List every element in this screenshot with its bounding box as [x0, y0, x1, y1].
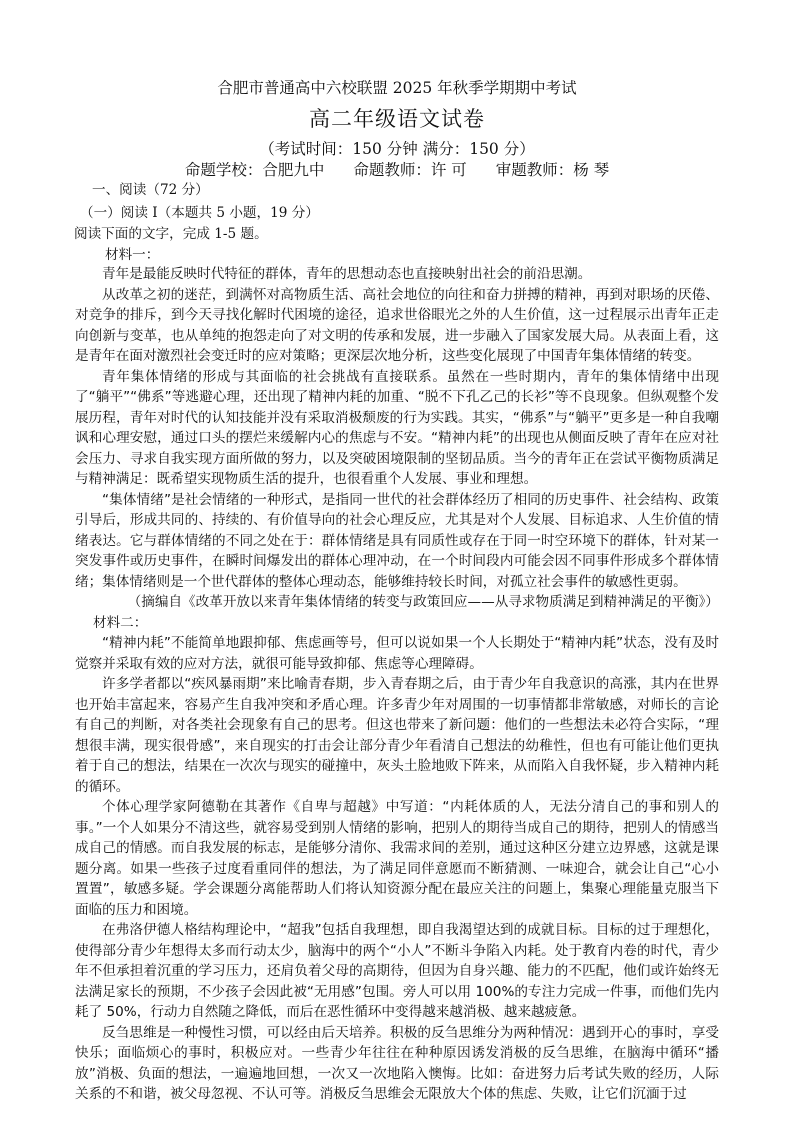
material-2-paragraph: 在弗洛伊德人格结构理论中，“超我”包括自我理想，即自我渴望达到的成就目标。目标的过于理想化，使得部分青少年想得太多而行动太少，脑海中的两个“小人”不断斗争陷入内耗。处于教育内卷的时代，青少年不但承担着沉重的学习压力，还肩负着父母的高期待，但因为自身兴趣、能力的不匹配，他们或许始终无法满足家长的预期，不少孩子会因此被“无用感”包围。旁人可以用 100%的专注力完成一件事，而他们先内耗了 50%，行动力自然随之降低，而后在恶性循环中变得越来越消极、越来越疲惫。: [75, 922, 719, 1020]
exam-title: 合肥市普通高中六校联盟 2025 年秋季学期期中考试: [217, 79, 577, 97]
subsection-heading-reading-1: （一）阅读 I（本题共 5 小题，19 分）: [80, 205, 319, 221]
exam-time-score: （考试时间：150 分钟 满分：150 分）: [259, 140, 535, 158]
section-heading-reading: 一、阅读（72 分）: [92, 182, 209, 198]
material-2-paragraph: 反刍思维是一种慢性习惯，可以经由后天培养。积极的反刍思维分为两种情况：遇到开心的事时，享受快乐；面临烦心的事时，积极应对。一些青少年往往在种种原因诱发消极的反刍思维，在脑海中循环“播放”消极、负面的想法，一遍遍地回想，一次又一次地陷入懊悔。比如：奋进努力后考试失败的经历，人际关系的不和谐，被父母忽视、不认可等。消极反刍思维会无限放大个体的焦虑、失败，让它们沉湎于过: [75, 1024, 719, 1102]
exam-authors: [0, 158, 794, 180]
material-2-heading: 材料二：: [93, 614, 148, 631]
material-1-heading: 材料一：: [105, 247, 160, 263]
setter-school: 命题学校：合肥九中: [184, 161, 325, 179]
material-1-citation: （摘编自《改革开放以来青年集体情绪的转变与政策回应——从寻求物质满足到精神满足的平衡》）: [127, 594, 719, 610]
setter-teacher: 命题教师：许 可: [353, 161, 467, 179]
material-1-paragraph: 青年是最能反映时代特征的群体，青年的思想动态也直接映射出社会的前沿思潮。: [102, 266, 592, 282]
reading-passage: [75, 264, 719, 1105]
material-2-paragraph: 个体心理学家阿德勒在其著作《自卑与超越》中写道：“内耗体质的人，无法分清自己的事和别人的事。”一个人如果分不清这些，就容易受到别人情绪的影响，把别人的期待当成自己的期待，把别人的情感当成自己的情感。而自我发展的标志，是能够分清你、我需求间的差别，通过这种区分建立边界感，这就是课题分离。如果一些孩子过度看重同伴的想法，为了满足同伴意愿而不断猜测、一味迎合，就会让自己“心小置置”，敏感多疑。学会课题分离能帮助人们将认知资源分配在最应关注的问题上，集聚心理能量克服当下面临的压力和困境。: [75, 799, 719, 918]
paper-title: 高二年级语文试卷: [309, 107, 485, 131]
reviewer-teacher: 审题教师：杨 琴: [495, 161, 610, 179]
reading-instruction: 阅读下面的文字，完成 1-5 题。: [74, 226, 268, 242]
material-1-paragraph: 青年集体情绪的形成与其面临的社会挑战有直接联系。虽然在一些时期内，青年的集体情绪中出现了“躺平”“佛系”等逃避心理，还出现了精神内耗的加重、“脱不下孔乙己的长衫”等不良现象。但纵观整个发展历程，青年对时代的认知技能并没有采取消极颓废的行为实践。其实，“佛系”与“躺平”更多是一种自我嘲讽和心理安慰，通过口头的摆烂来缓解内心的焦虑与不安。“精神内耗”的出现也从侧面反映了青年在应对社会压力、寻求自我实现方面所做的努力，以及突破困境限制的坚韧品质。当今的青年正在尝试平衡物质满足与精神满足：既希望实现物质生活的提升，也很看重个人发展、事业和理想。: [75, 368, 719, 487]
material-2-paragraph: 许多学者都以“疾风暴雨期”来比喻青春期，步入青春期之后，由于青少年自我意识的高涨，其内在世界也开始丰富起来，容易产生自我冲突和矛盾心理。许多青少年对周围的一切事情都非常敏感，对师长的言论有自己的判断，对各类社会现象有自己的思考。但这也带来了新问题：他们的一些想法未必符合实际，“理想很丰满，现实很骨感”，来自现实的打击会让部分青少年看清自己想法的幼稚性，但也有可能让他们更执着于自己的想法，结果在一次次与现实的碰撞中，灰头土脸地败下阵来，从而陷入自我怀疑，步入精神内耗的循环。: [75, 676, 719, 795]
material-1-paragraph: “集体情绪”是社会情绪的一种形式，是指同一世代的社会群体经历了相同的历史事件、社会结构、政策引导后，形成共同的、持续的、有价值导向的社会心理反应，尤其是对个人发展、目标追求、人生价值的情绪表达。它与群体情绪的不同之处在于：群体情绪是具有同质性或存在于同一时空环境下的群体，针对某一突发事件或历史事件，在瞬时间爆发出的群体心理冲动，在一个时间段内可能会因不同事件形成多个群体情绪；集体情绪则是一个世代群体的整体心理动态，能够维持较长时间，对孤立社会事件的敏感性更弱。: [75, 491, 719, 590]
material-1-paragraph: 从改革之初的迷茫，到满怀对高物质生活、高社会地位的向往和奋力拼搏的精神，再到对职场的厌倦、对竞争的排斥，到今天寻找化解时代困境的途径，追求世俗眼光之外的人生价值，这一过程展示出青年正走向创新与变革，也从单纯的抱怨走向了对文明的传承和发展，进一步融入了国家发展大局。从表面上看，这是青年在面对激烈社会变迁时的应对策略；更深层次地分析，这些变化展现了中国青年集体情绪的转变。: [75, 286, 719, 364]
material-2-paragraph: “精神内耗”不能简单地跟抑郁、焦虑画等号，但可以说如果一个人长期处于“精神内耗”状态，没有及时觉察并采取有效的应对方法，就很可能导致抑郁、焦虑等心理障碍。: [75, 635, 719, 672]
